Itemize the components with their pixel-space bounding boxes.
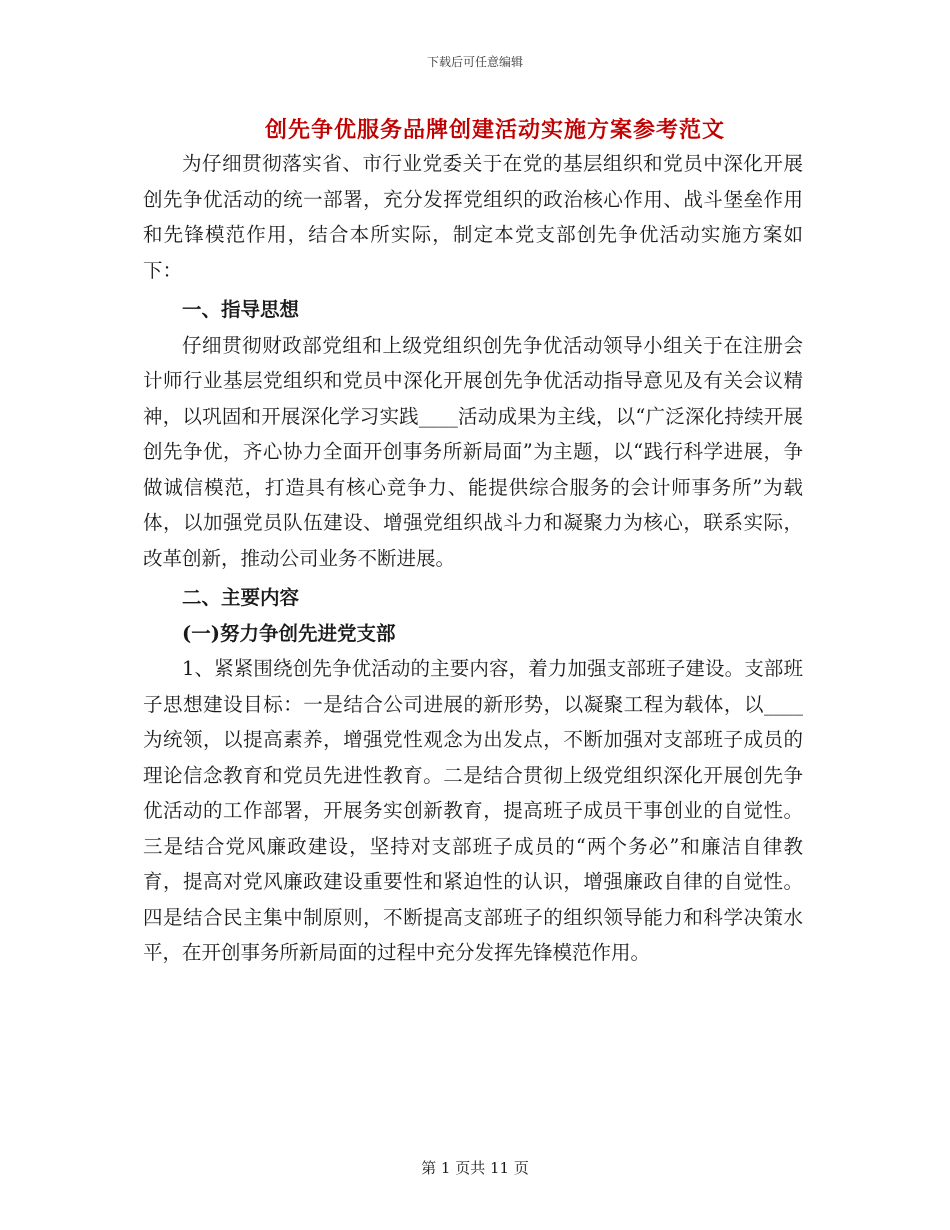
guiding-ideology-paragraph: 仔细贯彻财政部党组和上级党组织创先争优活动领导小组关于在注册会计师行业基层党组织和党员中深化开展创先争优活动指导意见及有关会议精神，以巩固和开展深化学习实践____活动成果为主线，以“广泛深化持续开展创先争优，齐心协力全面开创事务所新局面”为主题，以“践行科学进展，争做诚信模范，打造具有核心竞争力、能提供综合服务的会计师事务所”为载体，以加强党员队伍建设、增强党组织战斗力和凝聚力为核心，联系实际，改革创新，推动公司业务不断进展。 — [143, 333, 803, 570]
subsection-heading-advanced-branch: (一)努力争创先进党支部 — [182, 621, 396, 645]
header-note: 下载后可任意编辑 — [426, 55, 523, 69]
intro-paragraph: 为仔细贯彻落实省、市行业党委关于在党的基层组织和党员中深化开展创先争优活动的统一部署，充分发挥党组织的政治核心作用、战斗堡垒作用和先锋模范作用，结合本所实际，制定本党支部创先争优活动实施方案如下： — [143, 152, 803, 282]
page-number: 第 1 页共 11 页 — [421, 1159, 529, 1177]
section-heading-guiding-ideology: 一、指导思想 — [182, 298, 300, 321]
document-body — [143, 146, 803, 971]
section-heading-main-content: 二、主要内容 — [182, 586, 300, 609]
item-1-paragraph: 1、紧紧围绕创先争优活动的主要内容，着力加强支部班子建设。支部班子思想建设目标：一是结合公司进展的新形势，以凝聚工程为载体，以____为统领，以提高素养，增强党性观念为出发点，不断加强对支部班子成员的理论信念教育和党员先进性教育。二是结合贯彻上级党组织深化开展创先争优活动的工作部署，开展务实创新教育，提高班子成员干事创业的自觉性。三是结合党风廉政建设，坚持对支部班子成员的“两个务必”和廉洁自律教育，提高对党风廉政建设重要性和紧迫性的认识，增强廉政自律的自觉性。四是结合民主集中制原则，不断提高支部班子的组织领导能力和科学决策水平，在开创事务所新局面的过程中充分发挥先锋模范作用。 — [143, 657, 803, 964]
document-title: 创先争优服务品牌创建活动实施方案参考范文 — [264, 117, 725, 143]
